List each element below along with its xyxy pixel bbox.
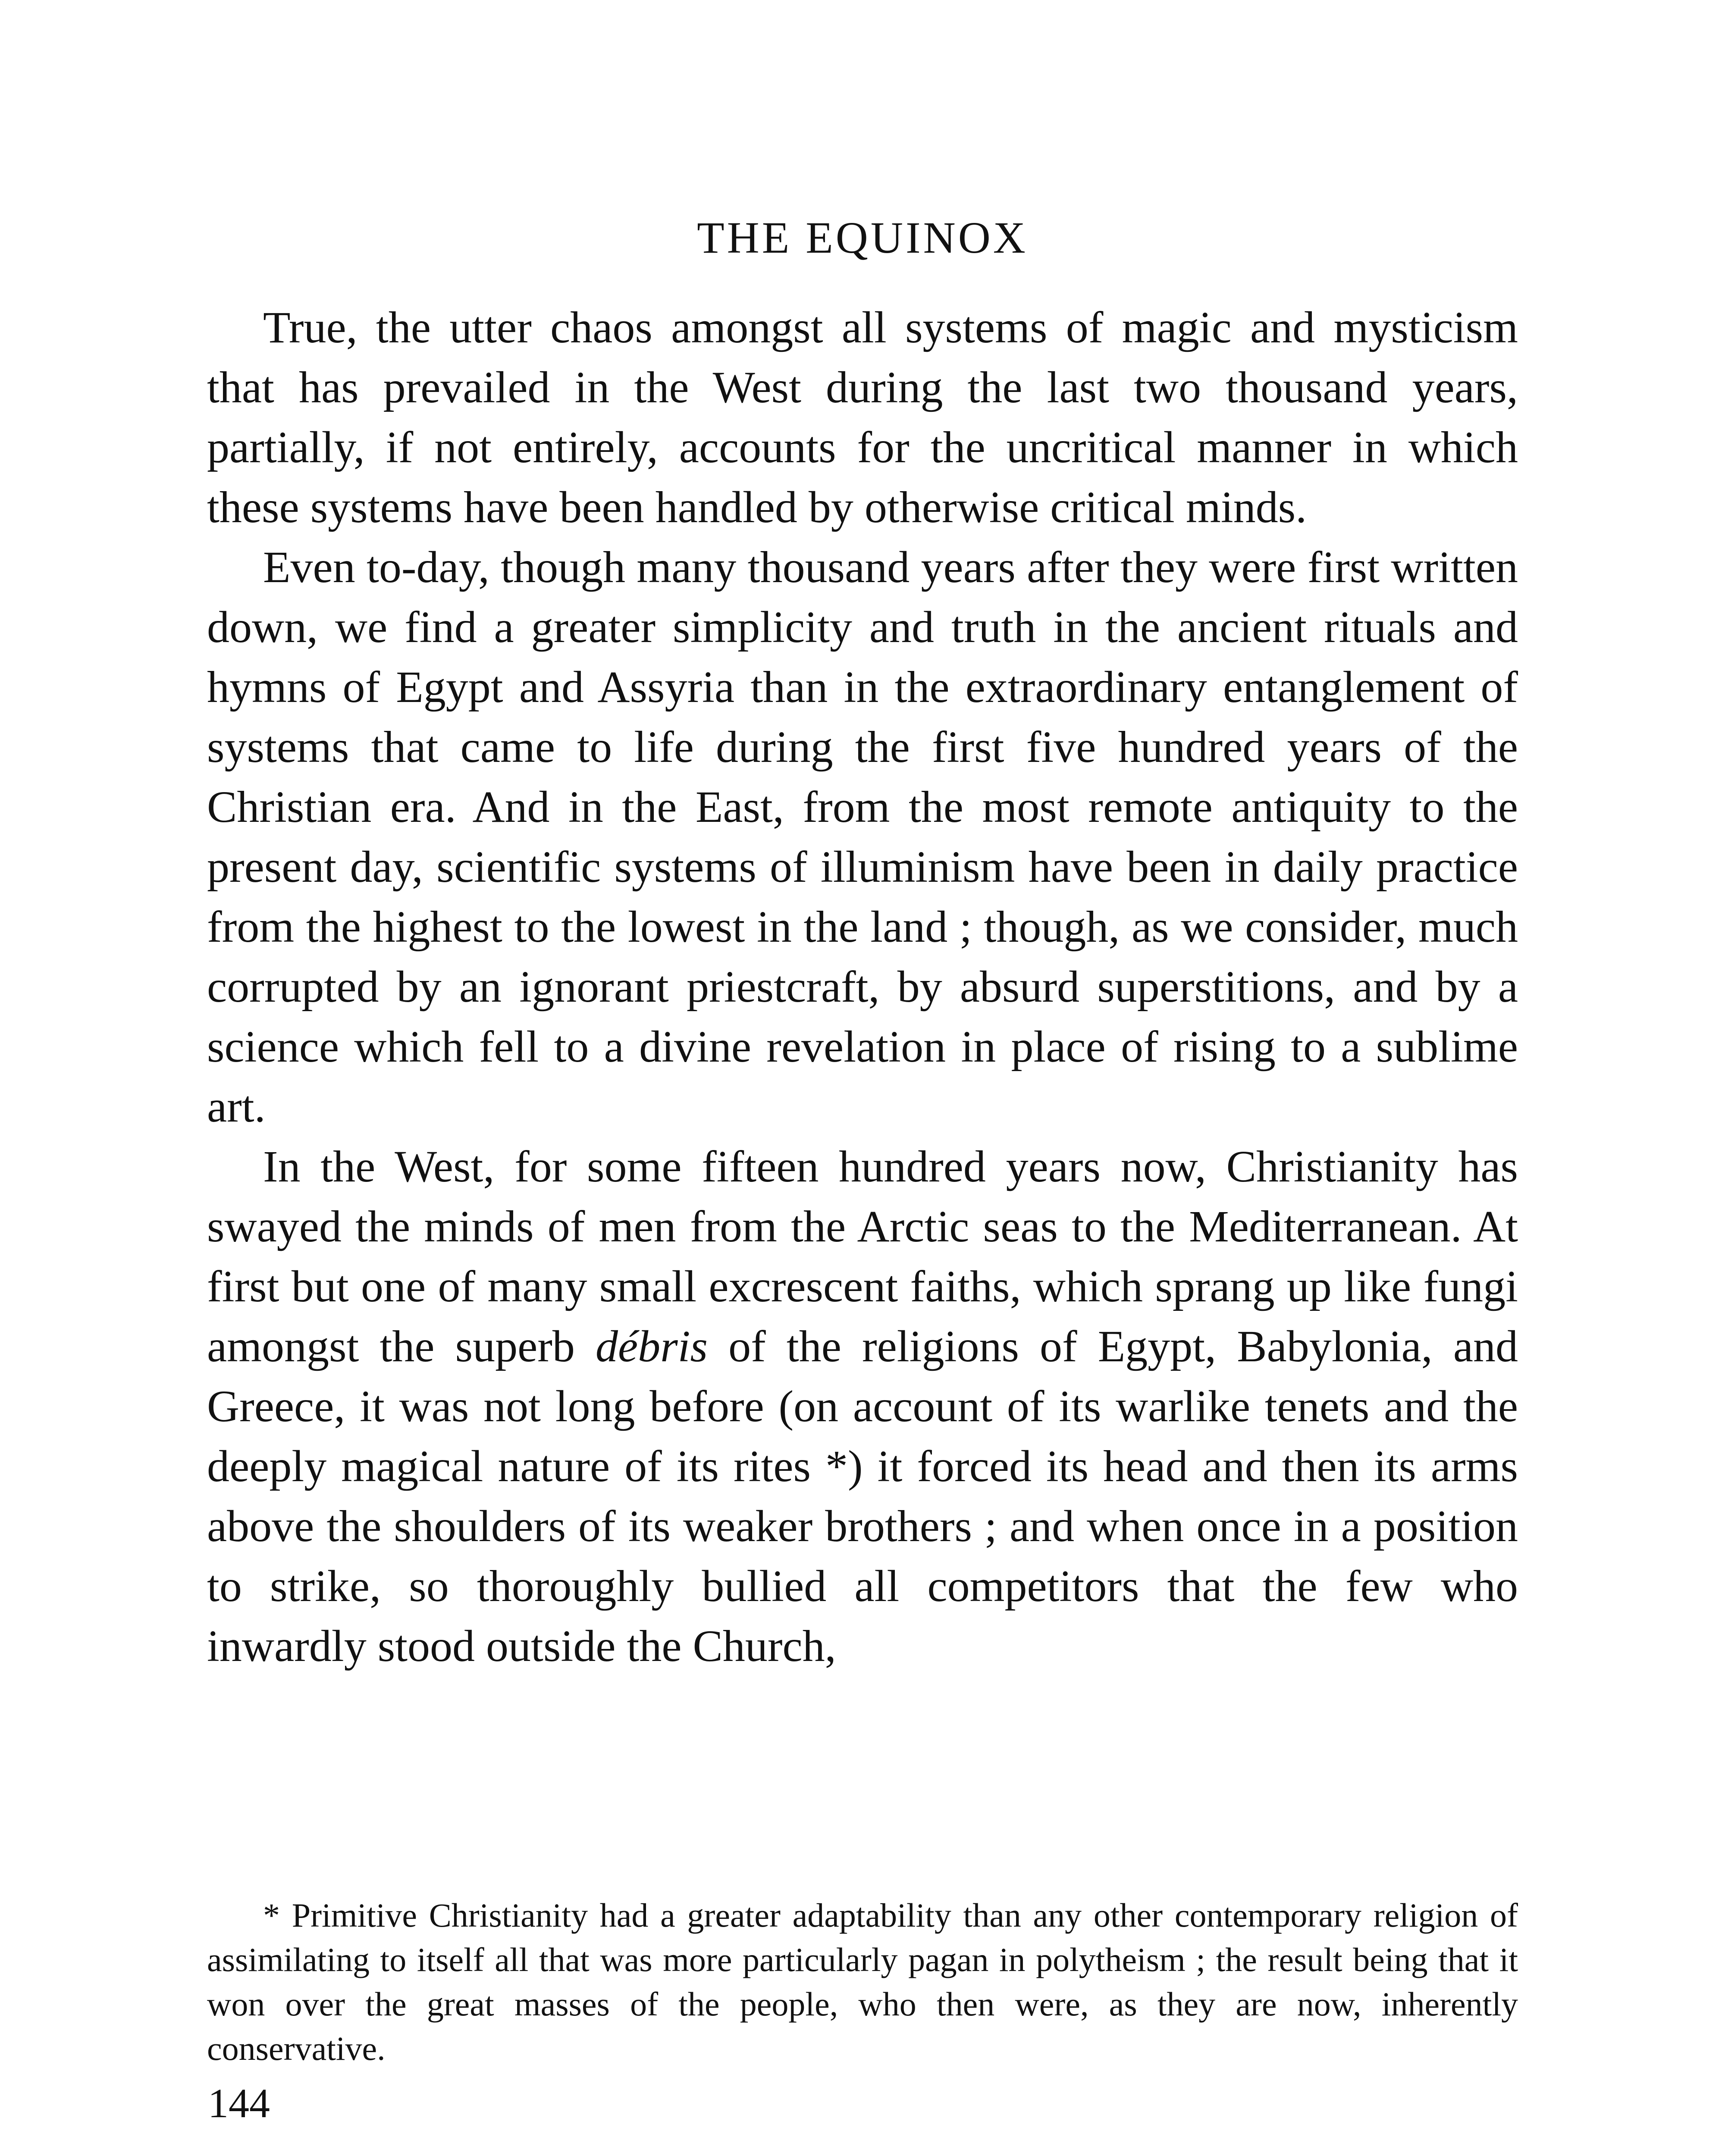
page-number: 144 (208, 2080, 270, 2126)
body-text (207, 298, 1518, 1676)
paragraph-3 (207, 1137, 1518, 1676)
paragraph-3-text-before: In the West, for some fifteen hundred years now, Christianity has swayed the minds of men from the Arctic seas to the Mediterranean. At first but one of many small excrescent faiths, which sprang up like fungi amongst the superb (207, 1142, 1518, 1371)
paragraph-2: Even to-day, though many thousand years after they were first written down, we find a greater simplicity and truth in the ancient rituals and hymns of Egypt and Assyria than in the extraordinary entanglement of systems that came to life during the first five hundred years of the Christian era. And in the East, from the most remote antiquity to the present day, scientific systems of illuminism have been in daily practice from the highest to the lowest in the land ; though, as we consider, much corrupted by an ignorant priestcraft, by absurd superstitions, and by a science which fell to a divine revelation in place of rising to a sublime art. (207, 542, 1518, 1131)
paragraph-3-text-after: of the religions of Egypt, Babylonia, and Greece, it was not long before (on account of its warlike tenets and the deeply magical nature of its rites *) it forced its head and then its arms above the shoulders of its weaker brothers ; and when once in a position to strike, so thoroughly bullied all competitors that the few who inwardly stood outside the Church, (207, 1322, 1518, 1671)
footnote: * Primitive Christianity had a greater adaptability than any other contemporary religion of assimilating to itself all that was more particularly pagan in polytheism ; the result being that it won over the great masses of the people, who then were, as they are now, inherently conservative. (207, 1896, 1518, 2067)
running-title: THE EQUINOX (697, 213, 1028, 263)
italic-word-debris: débris (596, 1322, 708, 1371)
paragraph-1: True, the utter chaos amongst all systems of magic and mysticism that has prevailed in the West during the last two thousand years, partially, if not entirely, accounts for the uncritical manner in which these systems have been handled by otherwise critical minds. (207, 303, 1518, 532)
